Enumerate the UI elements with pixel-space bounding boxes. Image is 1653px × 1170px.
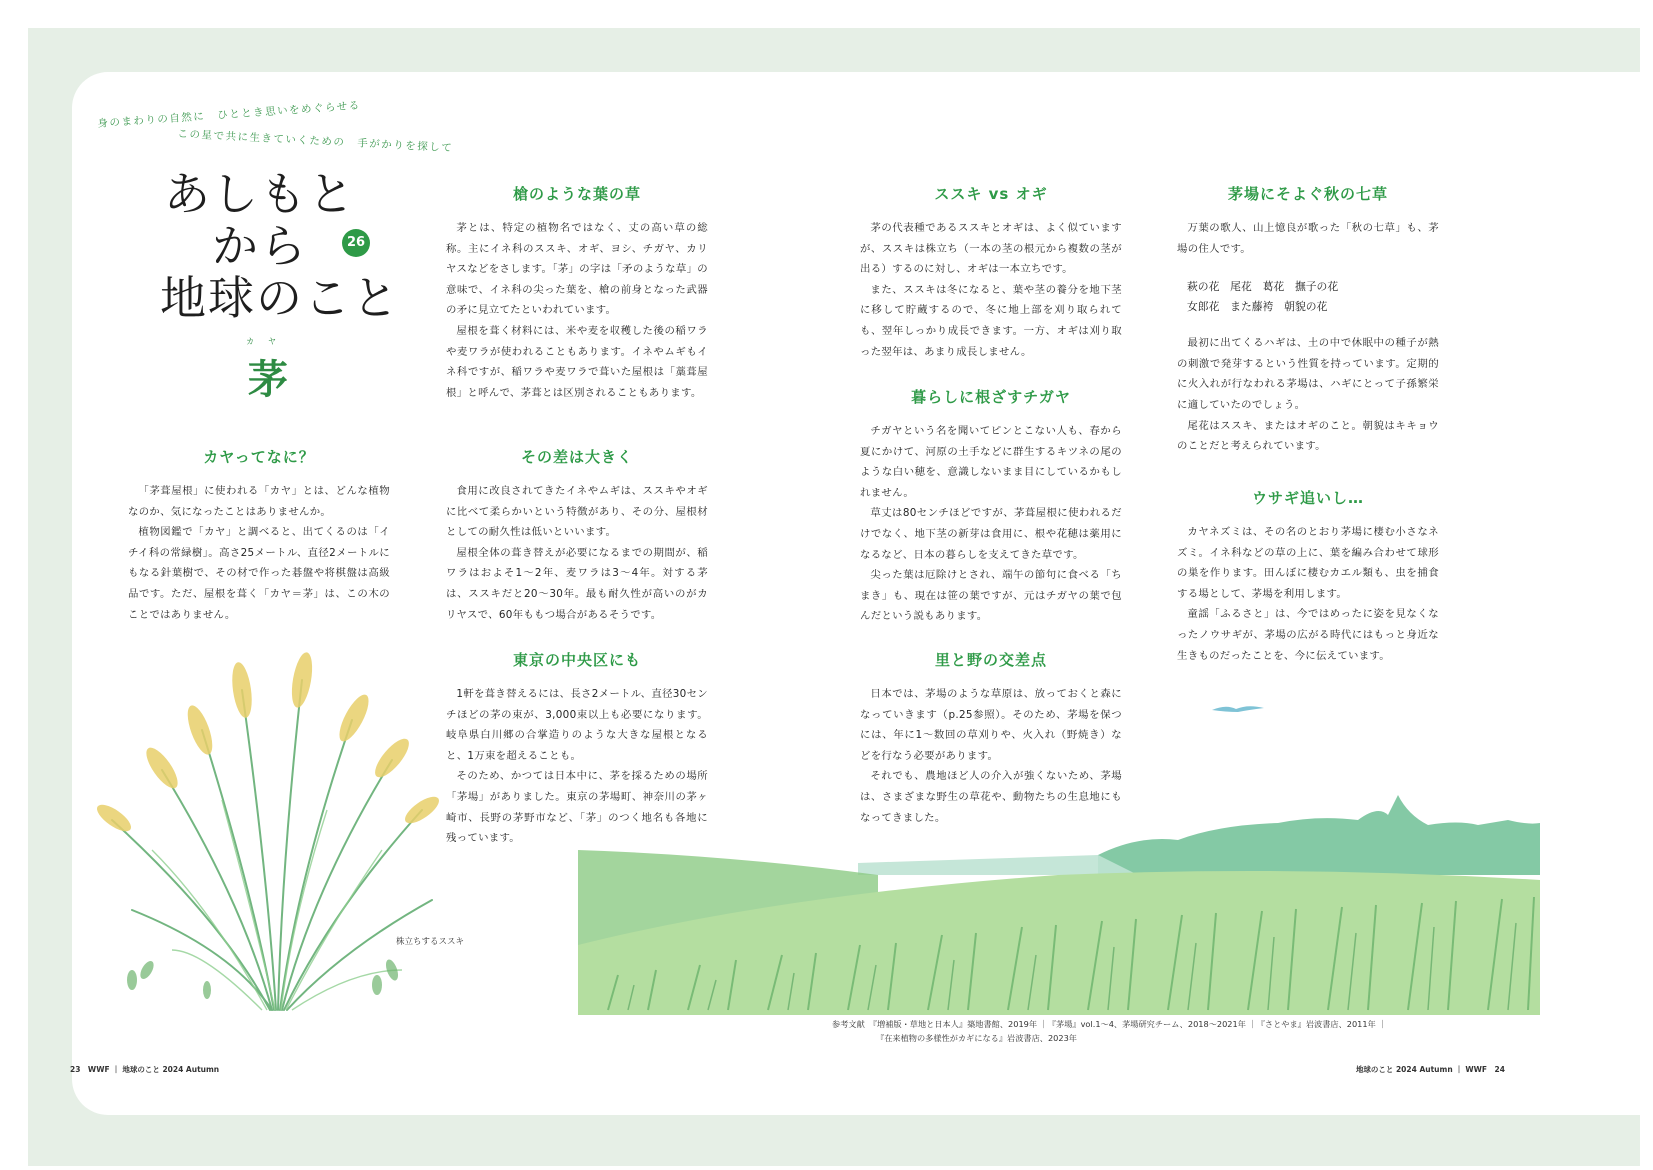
subject-kanji: 茅	[248, 357, 288, 403]
section-title: 東京の中央区にも	[512, 651, 641, 669]
section-paragraph: 屋根を葺く材料には、米や麦を収穫した後の稲ワラや麦ワラが使われることもあります。イネやムギもイネ科ですが、稲ワラや麦ワラで葺いた屋根は「藁葺屋根」と呼んで、茅葺とは区別されることもあります。	[446, 324, 708, 399]
section-title: 槍のような葉の草	[512, 185, 641, 203]
section-paragraph: 茅の代表種であるススキとオギは、よく似ていますが、ススキは株立ち（一本の茎の根元から複数の茎が出る）するのに対し、オギは一本立ちです。	[860, 222, 1122, 276]
section-yari-no-youna-ha	[446, 183, 708, 403]
section-paragraph: 茅とは、特定の植物名ではなく、丈の高い草の総称。主にイネ科のススキ、オギ、ヨシ、チガヤ、カリヤスなどをさします。「茅」の字は「矛のような草」の意味で、イネ科の尖った葉を、槍の前身となった武器の矛に見立てたといわれています。	[446, 222, 708, 317]
section-paragraph: 草丈は80センチほどですが、茅葺屋根に使われるだけでなく、地下茎の新芽は食用に、根や花穂は薬用になるなど、日本の暮らしを支えてきた草です。	[860, 507, 1122, 561]
section-paragraph: 植物図鑑で「カヤ」と調べると、出てくるのは「イチイ科の常緑樹」。高さ25メートル、直径2メートルにもなる針葉樹で、その材で作った碁盤や将棋盤は高級品です。ただ、屋根を葺く「カヤ＝茅」は、この木のことではありません。	[128, 526, 390, 621]
footer-left: 23 WWF ｜ 地球のこと 2024 Autumn	[70, 1065, 220, 1074]
title-line-1: あしもと	[164, 167, 356, 221]
section-kaya-nani	[128, 446, 390, 625]
section-title: その差は大きく	[520, 448, 633, 466]
section-kurashi-chigaya	[860, 386, 1122, 627]
section-susuki-vs-ogi	[860, 183, 1122, 362]
page-title	[160, 167, 400, 325]
poem-line: 萩の花 尾花 葛花 撫子の花	[1187, 280, 1339, 294]
title-line-3: 地球のこと	[160, 271, 400, 325]
footer-right: 地球のこと 2024 Autumn ｜ WWF 24	[1355, 1065, 1505, 1074]
section-paragraph: 尖った葉は厄除けとされ、端午の節句に食べる「ちまき」も、現在は笹の葉ですが、元はチガヤの葉で包んだという説もあります。	[860, 569, 1122, 623]
section-paragraph: それでも、農地ほど人の介入が強くないため、茅場は、さまざまな野生の草花や、動物たちの生息地にもなってきました。	[860, 770, 1122, 824]
title-line-2: から	[212, 219, 308, 273]
section-sono-sa-wa-ookiku	[446, 446, 708, 625]
tagline-line-1: 身のまわりの自然に ひととき思いをめぐらせる	[97, 99, 362, 130]
section-title: ススキ vs オギ	[934, 185, 1048, 203]
subject-ruby: カヤ	[246, 337, 290, 346]
illustration-caption: 株立ちするススキ	[396, 937, 465, 947]
bird-illustration	[1208, 700, 1268, 720]
section-title: 暮らしに根ざすチガヤ	[911, 388, 1071, 406]
section-paragraph: 「茅葺屋根」に使われる「カヤ」とは、どんな植物なのか、気になったことはありませんか。	[128, 485, 390, 518]
grassland-landscape-illustration	[578, 795, 1540, 1015]
reference-line: 『在来植物の多様性がカギになる』岩波書店、2023年	[876, 1033, 1077, 1043]
section-paragraph: 童謡「ふるさと」は、今ではめったに姿を見なくなったノウサギが、茅場の広がる時代にはもっと身近な生きものだったことを、今に伝えています。	[1177, 608, 1439, 662]
section-title: ウサギ追いし…	[1251, 489, 1364, 507]
section-paragraph: 最初に出てくるハギは、土の中で休眠中の種子が熱の刺激で発芽するという性質を持っています。定期的に火入れが行なわれる茅場は、ハギにとって子孫繁栄に適していたのでしょう。	[1177, 337, 1439, 411]
section-paragraph: 1軒を葺き替えるには、長さ2メートル、直径30センチほどの茅の束が、3,000束以上も必要になります。岐阜県白川郷の合掌造りのような大きな屋根となると、1万束を超えることも。	[446, 688, 708, 762]
section-paragraph: また、ススキは冬になると、葉や茎の養分を地下茎に移して貯蔵するので、冬に地上部を刈り取られても、翌年しっかり成長できます。一方、オギは刈り取った翌年は、あまり成長しません。	[860, 283, 1122, 358]
section-paragraph: 尾花はススキ、またはオギのこと。朝貌はキキョウのことだと考えられています。	[1177, 419, 1439, 453]
susuki-plant-illustration	[92, 650, 452, 1015]
section-title: 里と野の交差点	[934, 651, 1047, 669]
section-paragraph: 日本では、茅場のような草原は、放っておくと森になっていきます（p.25参照）。そのため、茅場を保つには、年に1～数回の草刈りや、火入れ（野焼き）などを行なう必要があります。	[860, 688, 1122, 762]
section-paragraph: 屋根全体の葺き替えが必要になるまでの期間が、稲ワラはおよそ1～2年、麦ワラは3～4年。対する茅は、ススキだと20～30年。最も耐久性が高いのがカリヤスで、60年ももつ場合があるそうです。	[446, 546, 708, 621]
section-paragraph: 万葉の歌人、山上憶良が歌った「秋の七草」も、茅場の住人です。	[1177, 222, 1439, 255]
section-aki-no-nanakusa	[1177, 183, 1439, 457]
tagline-line-2: この星で共に生きていくための 手がかりを探して	[177, 127, 454, 155]
issue-number-badge: 26	[342, 229, 370, 257]
reference-line: 参考文献 『増補版・草地と日本人』築地書館、2019年 ｜『茅場』vol.1～4、茅場研究チーム、2018～2021年 ｜『さとやま』岩波書店、2011年 ｜	[832, 1019, 1387, 1029]
section-paragraph: チガヤという名を聞いてピンとこない人も、春から夏にかけて、河原の土手などに群生するキツネの尾のような白い穂を、意識しないまま目にしているかもしれません。	[860, 425, 1122, 499]
references	[832, 1017, 1387, 1045]
section-paragraph: そのため、かつては日本中に、茅を採るための場所「茅場」がありました。東京の茅場町、神奈川の茅ヶ崎市、長野の茅野市など、「茅」のつく地名も各地に残っています。	[446, 770, 708, 845]
section-paragraph: カヤネズミは、その名のとおり茅場に棲む小さなネズミ。イネ科などの草の上に、葉を編み合わせて球形の巣を作ります。田んぼに棲むカエル類も、虫を捕食する場として、茅場を利用します。	[1177, 526, 1439, 600]
section-title: カヤってなに？	[203, 448, 315, 466]
section-paragraph: 食用に改良されてきたイネやムギは、ススキやオギに比べて柔らかいという特徴があり、その分、屋根材としての耐久性は低いといいます。	[446, 485, 708, 539]
poem-line: 女郎花 また藤袴 朝貌の花	[1187, 300, 1328, 314]
section-title: 茅場にそよぐ秋の七草	[1227, 185, 1388, 203]
poem	[1187, 277, 1439, 317]
section-usagi-oishi	[1177, 487, 1439, 666]
